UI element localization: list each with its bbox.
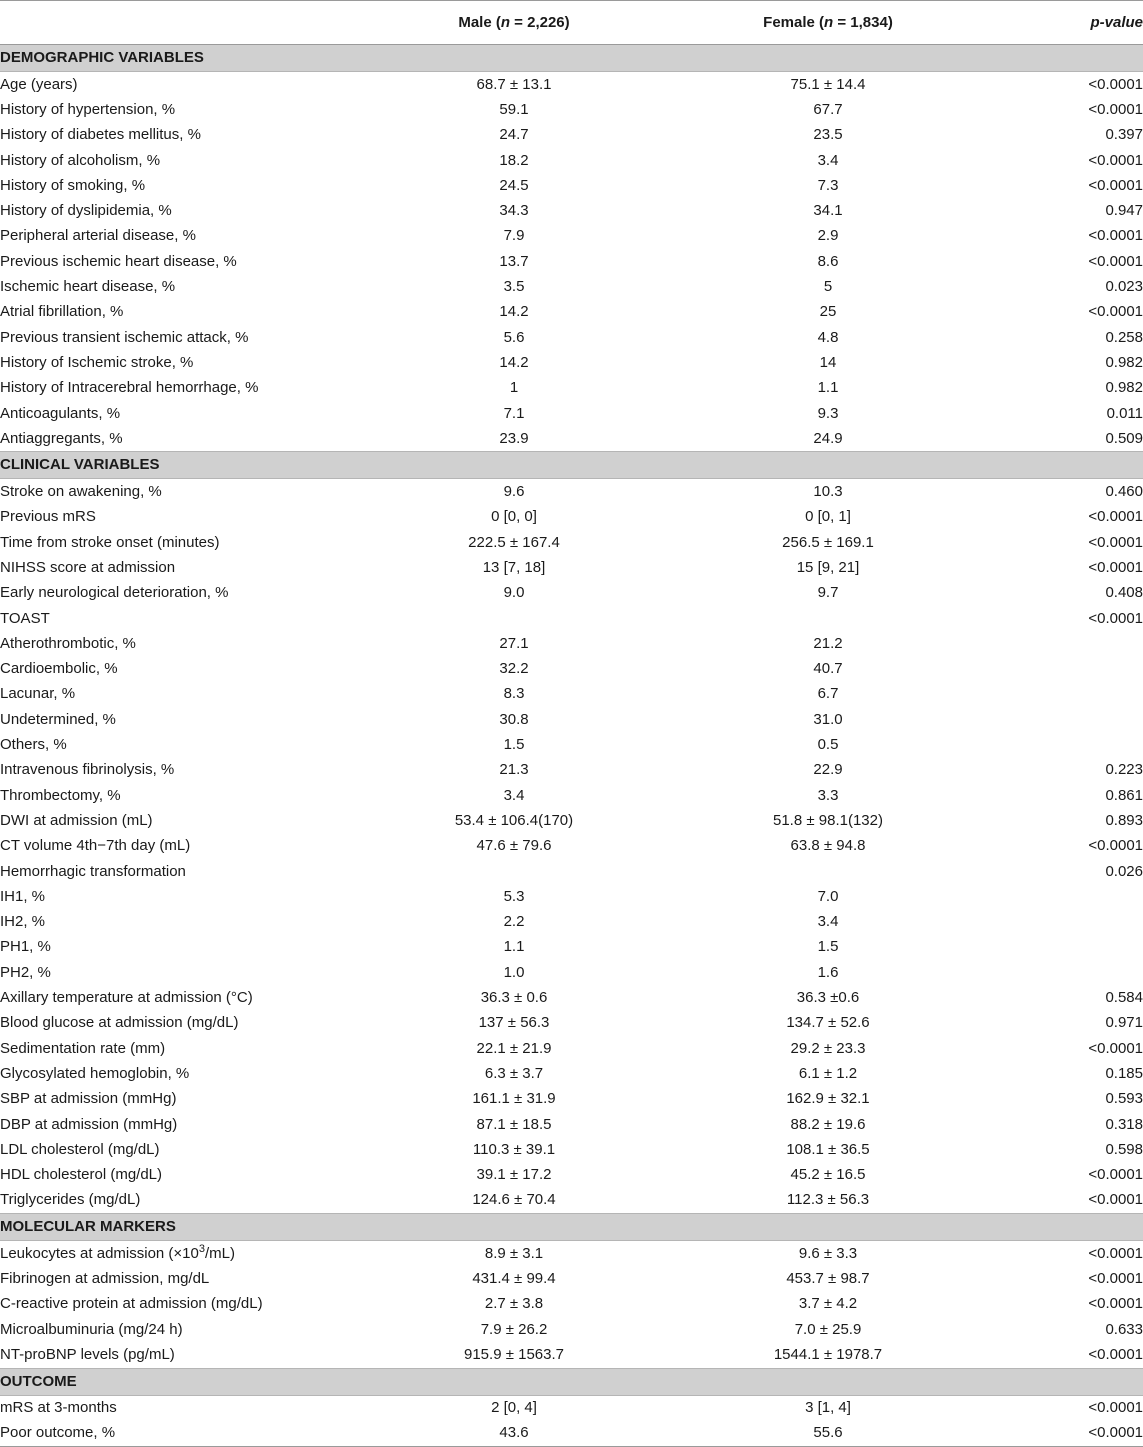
p-value: <0.0001 [1088,1399,1143,1417]
row-label: SBP at admission (mmHg) [0,1090,177,1108]
section-header [0,1214,1143,1241]
section-title: DEMOGRAPHIC VARIABLES [0,45,1143,72]
p-value [950,935,1143,960]
male-value: 7.1 [503,404,525,422]
table-row [0,783,1143,808]
female-value: 3.4 [817,151,839,169]
section-header [0,1368,1143,1395]
female-value: 10.3 [813,483,843,501]
p-value: 0.947 [1105,202,1143,220]
female-value: 31.0 [813,710,843,728]
table-row [0,274,1143,299]
row-label: Triglycerides (mg/dL) [0,1191,141,1209]
section-header [0,45,1143,72]
p-value: <0.0001 [1088,508,1143,526]
male-value: 22.1 ± 21.9 [476,1039,552,1057]
male-value: 24.7 [499,126,529,144]
female-value: 108.1 ± 36.5 [786,1140,870,1158]
p-value: <0.0001 [1088,1270,1143,1287]
p-value: 0.982 [1105,379,1143,397]
p-value: 0.185 [1105,1064,1143,1082]
female-value: 5 [823,278,833,296]
male-value: 9.6 [503,483,525,501]
male-value: 1 [509,379,519,397]
row-label: History of Intracerebral hemorrhage, % [0,379,259,397]
table-row [0,376,1143,401]
male-value: 9.0 [503,584,525,602]
row-label: DBP at admission (mmHg) [0,1115,178,1133]
section-header [0,452,1143,479]
p-value: 0.861 [1105,786,1143,804]
row-label: C-reactive protein at admission (mg/dL) [0,1295,263,1313]
row-label-tail: /mL) [205,1244,235,1262]
female-value: 36.3 ±0.6 [796,989,860,1007]
p-value: 0.971 [1105,1014,1143,1032]
male-value: 8.9 ± 3.1 [484,1244,544,1262]
row-label: TOAST [0,609,50,627]
p-value: <0.0001 [1088,837,1143,855]
row-label: History of smoking, % [0,176,146,194]
male-value: 39.1 ± 17.2 [476,1166,552,1184]
female-value: 75.1 ± 14.4 [790,75,866,93]
female-value: 1544.1 ± 1978.7 [773,1345,883,1363]
male-value: 110.3 ± 39.1 [472,1140,556,1158]
female-value: 15 [9, 21] [796,558,860,576]
p-value: 0.509 [1105,429,1143,447]
male-value: 21.3 [499,761,529,779]
male-value: 3.4 [503,786,525,804]
table-row [0,884,1143,909]
female-value [706,606,950,631]
row-label: Microalbuminuria (mg/24 h) [0,1320,183,1338]
table-row [0,1266,1143,1291]
table-row [0,758,1143,783]
row-label: History of alcoholism, % [0,151,161,169]
p-value: 0.584 [1105,989,1143,1007]
row-label: Poor outcome, % [0,1421,322,1447]
female-value: 40.7 [813,660,843,678]
female-value: 0 [0, 1] [805,508,851,526]
female-value: 23.5 [813,126,843,144]
male-value: 137 ± 56.3 [478,1014,550,1032]
male-value: 5.3 [503,887,525,905]
row-label: CT volume 4th−7th day (mL) [0,837,191,855]
p-value [950,960,1143,985]
female-value: 8.6 [817,252,839,270]
female-value: 3 [1, 4] [805,1399,851,1417]
male-value: 8.3 [503,685,525,703]
row-label: mRS at 3-months [0,1399,117,1417]
table-row [0,1421,1143,1447]
female-value: 55.6 [706,1421,950,1447]
male-value: 23.9 [499,429,529,447]
row-label: NIHSS score at admission [0,558,176,576]
male-value: 7.9 ± 26.2 [480,1320,548,1338]
p-value: <0.0001 [1088,1166,1143,1184]
p-value: 0.258 [1105,328,1143,346]
table-row [0,505,1143,530]
table-body [0,45,1143,1447]
row-label: History of hypertension, % [0,100,176,118]
row-label: History of Ischemic stroke, % [0,353,194,371]
row-label: DWI at admission (mL) [0,811,153,829]
row-label: Lacunar, % [0,685,76,703]
female-value: 29.2 ± 23.3 [790,1039,866,1057]
p-value: 0.023 [1105,278,1143,296]
table-row [0,631,1143,656]
female-value: 162.9 ± 32.1 [786,1090,870,1108]
row-label: Undetermined, % [0,710,116,728]
female-value: 256.5 ± 169.1 [782,533,874,551]
male-value: 1.0 [503,963,525,981]
male-value: 13.7 [499,252,529,270]
table-row [0,426,1143,452]
p-value: <0.0001 [1088,1191,1143,1209]
row-label: Thrombectomy, % [0,786,121,804]
row-label: Age (years) [0,75,78,93]
table-row [0,657,1143,682]
male-value: 14.2 [499,353,529,371]
female-value: 1.6 [817,963,839,981]
row-label: Previous transient ischemic attack, % [0,328,249,346]
male-value: 53.4 ± 106.4(170) [454,811,574,829]
female-value: 9.6 ± 3.3 [798,1244,858,1262]
row-label: Intravenous fibrinolysis, % [0,761,175,779]
row-label: IH1, % [0,887,46,905]
male-value: 59.1 [499,100,529,118]
female-value: 2.9 [817,227,839,245]
table-row [0,555,1143,580]
row-label: NT-proBNP levels (pg/mL) [0,1345,175,1363]
male-value: 27.1 [499,634,529,652]
table-row [0,1292,1143,1317]
row-label: Cardioembolic, % [0,660,118,678]
row-label-superscript: 3 [198,1242,205,1255]
table-row [0,401,1143,426]
male-value: 34.3 [499,202,529,220]
table-row [0,198,1143,223]
table-row [0,97,1143,122]
table-row [0,224,1143,249]
male-value: 915.9 ± 1563.7 [464,1345,564,1363]
p-value [950,910,1143,935]
p-value: <0.0001 [1088,558,1143,576]
table-row [0,732,1143,757]
p-value: <0.0001 [950,1421,1143,1447]
p-value: <0.0001 [1088,609,1143,627]
table-row [0,960,1143,985]
female-value: 67.7 [813,100,843,118]
female-value: 7.0 [817,887,839,905]
female-value: 51.8 ± 98.1(132) [773,811,883,829]
female-value: 7.3 [817,176,839,194]
table-row [0,1087,1143,1112]
male-value: 47.6 ± 79.6 [476,837,552,855]
table-row [0,123,1143,148]
p-value [950,884,1143,909]
female-value: 63.8 ± 94.8 [790,837,866,855]
female-value: 9.3 [817,404,839,422]
p-value [950,682,1143,707]
male-value: 14.2 [499,303,529,321]
p-value: <0.0001 [1088,252,1143,270]
male-value: 2.7 ± 3.8 [484,1295,544,1313]
row-label: Stroke on awakening, % [0,483,162,501]
row-label-text: Leukocytes at admission (×10 [0,1244,199,1262]
female-value: 34.1 [813,202,843,220]
p-value: <0.0001 [1088,176,1143,194]
p-value: 0.893 [1105,811,1143,829]
male-value: 43.6 [322,1421,706,1447]
female-value: 22.9 [813,761,843,779]
p-value: 0.633 [1105,1320,1143,1338]
row-label: Sedimentation rate (mm) [0,1039,166,1057]
p-value: <0.0001 [1088,151,1143,169]
male-value [322,859,706,884]
table-header-row [0,1,1143,45]
p-value: <0.0001 [1088,1295,1143,1313]
table-row [0,581,1143,606]
table-row [0,1162,1143,1187]
row-label: Peripheral arterial disease, % [0,227,196,245]
row-label: Anticoagulants, % [0,404,121,422]
male-value [322,606,706,631]
row-label: Blood glucose at admission (mg/dL) [0,1014,239,1032]
p-value [950,732,1143,757]
p-value [950,707,1143,732]
row-label [0,1241,322,1267]
male-value: 30.8 [499,710,529,728]
row-label: Previous mRS [0,508,96,526]
row-label: Antiaggregants, % [0,429,123,447]
male-value: 13 [7, 18] [482,558,546,576]
table-row [0,1011,1143,1036]
section-title: OUTCOME [0,1368,1143,1395]
table-row [0,479,1143,505]
p-value: 0.460 [1105,483,1143,501]
female-value: 112.3 ± 56.3 [786,1191,870,1209]
p-value: 0.593 [1105,1090,1143,1108]
row-label: Fibrinogen at admission, mg/dL [0,1270,210,1287]
male-value: 1.5 [503,736,525,754]
table-row [0,1112,1143,1137]
row-label: Ischemic heart disease, % [0,278,176,296]
male-value: 68.7 ± 13.1 [476,75,552,93]
p-value: <0.0001 [1088,100,1143,118]
row-label: Axillary temperature at admission (°C) [0,989,253,1007]
p-value: <0.0001 [1088,1244,1143,1262]
male-value: 3.5 [503,278,525,296]
p-value: 0.026 [1105,862,1143,880]
p-value: 0.223 [1105,761,1143,779]
table-row [0,1395,1143,1421]
table-row [0,985,1143,1010]
male-value: 7.9 [503,227,525,245]
p-value: 0.318 [1105,1115,1143,1133]
row-label: History of diabetes mellitus, % [0,126,201,144]
p-value: <0.0001 [1088,303,1143,321]
row-label: PH2, % [0,963,51,981]
female-value: 0.5 [817,736,839,754]
female-value: 6.7 [817,685,839,703]
p-value: <0.0001 [1088,75,1143,93]
table-row [0,300,1143,325]
row-label: Others, % [0,736,67,754]
table-row [0,1036,1143,1061]
header-male: Male (n = 2,226) [322,1,706,45]
male-value: 32.2 [499,660,529,678]
female-value: 21.2 [813,634,843,652]
table-row [0,834,1143,859]
table-row [0,325,1143,350]
table-row [0,350,1143,375]
row-label: Previous ischemic heart disease, % [0,252,237,270]
table-row [0,249,1143,274]
table-row [0,808,1143,833]
male-value: 431.4 ± 99.4 [472,1270,556,1287]
table-row [0,1137,1143,1162]
female-value: 45.2 ± 16.5 [790,1166,866,1184]
row-label: Early neurological deterioration, % [0,584,229,602]
p-value: 0.982 [1105,353,1143,371]
header-p-value: p-value [950,1,1143,45]
row-label: HDL cholesterol (mg/dL) [0,1166,163,1184]
male-value: 36.3 ± 0.6 [480,989,548,1007]
section-title: MOLECULAR MARKERS [0,1214,1143,1241]
row-label: Atherothrombotic, % [0,634,136,652]
table-row [0,530,1143,555]
table-row [0,1061,1143,1086]
p-value: <0.0001 [1088,1039,1143,1057]
table-row [0,859,1143,884]
male-value: 18.2 [499,151,529,169]
p-value: 0.397 [1105,126,1143,144]
table-row [0,910,1143,935]
row-label: History of dyslipidemia, % [0,202,172,220]
female-value: 1.5 [817,938,839,956]
male-value: 2 [0, 4] [491,1399,537,1417]
row-label: IH2, % [0,913,46,931]
male-value: 161.1 ± 31.9 [472,1090,556,1108]
female-value: 453.7 ± 98.7 [786,1270,870,1287]
table-row [0,935,1143,960]
p-value: 0.408 [1105,584,1143,602]
female-value: 3.7 ± 4.2 [798,1295,858,1313]
section-title: CLINICAL VARIABLES [0,452,1143,479]
female-value: 88.2 ± 19.6 [790,1115,866,1133]
p-value [950,657,1143,682]
table-row [0,682,1143,707]
p-value: 0.598 [1105,1140,1143,1158]
p-value [950,631,1143,656]
male-value: 5.6 [503,328,525,346]
female-value: 14 [819,353,837,371]
male-value: 124.6 ± 70.4 [472,1191,556,1209]
female-value: 1.1 [817,379,839,397]
table-row [0,148,1143,173]
female-value: 24.9 [813,429,843,447]
p-value: <0.0001 [1088,1345,1143,1363]
male-value: 1.1 [503,938,525,956]
p-value: 0.011 [1106,404,1143,422]
table-row [0,1241,1143,1267]
row-label: Atrial fibrillation, % [0,303,124,321]
header-female: Female (n = 1,834) [706,1,950,45]
female-value: 134.7 ± 52.6 [786,1014,870,1032]
table-row [0,1317,1143,1342]
female-value: 9.7 [817,584,839,602]
female-value: 3.4 [817,913,839,931]
row-label: PH1, % [0,938,51,956]
male-value: 222.5 ± 167.4 [468,533,560,551]
female-value: 4.8 [817,328,839,346]
row-label: LDL cholesterol (mg/dL) [0,1140,160,1158]
female-value: 7.0 ± 25.9 [794,1320,862,1338]
table-row [0,173,1143,198]
row-label: Glycosylated hemoglobin, % [0,1064,190,1082]
p-value: <0.0001 [1088,533,1143,551]
table-row [0,1188,1143,1214]
table-row [0,1342,1143,1368]
female-value [706,859,950,884]
female-value: 25 [819,303,837,321]
row-label: Hemorrhagic transformation [0,862,186,880]
row-label: Time from stroke onset (minutes) [0,533,220,551]
header-label-cell [0,1,322,45]
p-value: <0.0001 [1088,227,1143,245]
table-row [0,606,1143,631]
table-row [0,72,1143,98]
female-value: 6.1 ± 1.2 [798,1064,858,1082]
female-value: 3.3 [817,786,839,804]
male-value: 6.3 ± 3.7 [484,1064,544,1082]
male-value: 24.5 [499,176,529,194]
male-value: 87.1 ± 18.5 [476,1115,552,1133]
table-row [0,707,1143,732]
male-value: 0 [0, 0] [491,508,537,526]
male-value: 2.2 [503,913,525,931]
